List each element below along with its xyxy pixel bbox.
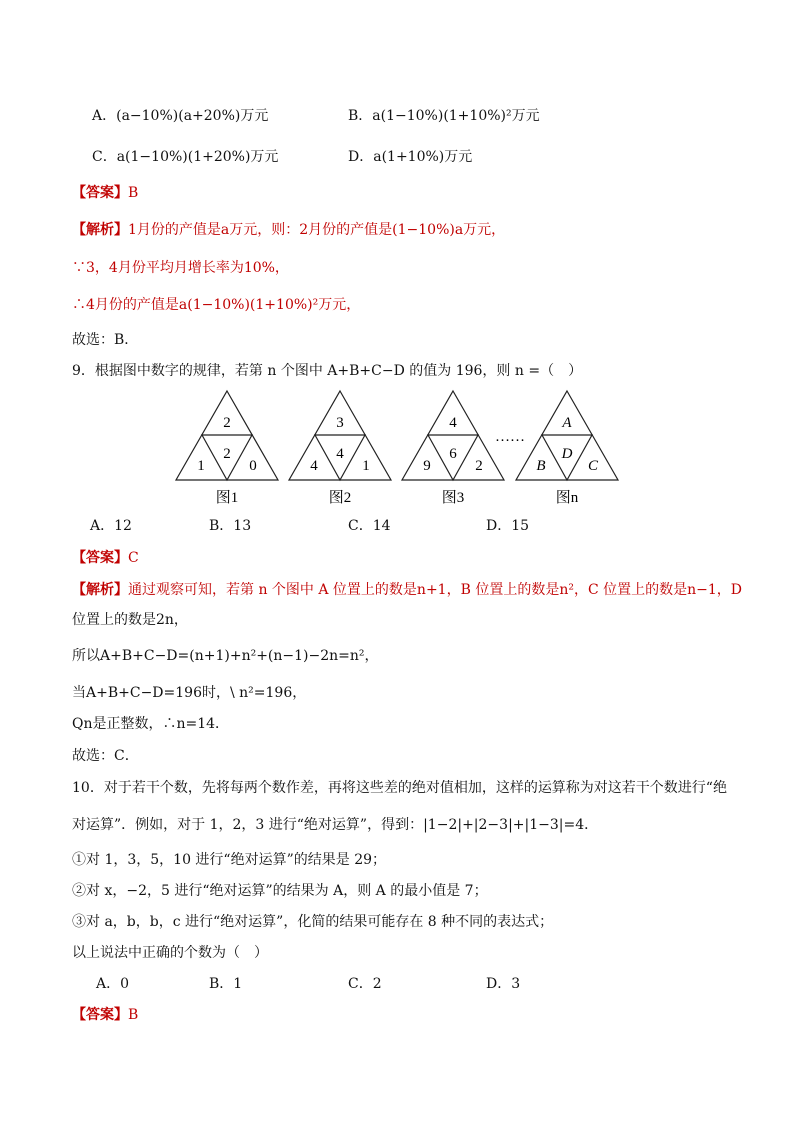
fign-left: B [536,458,546,474]
fig2-right: 1 [362,458,370,474]
q9-figure-group [0,385,794,510]
answer-value: B [128,1007,139,1023]
q10-statement-2: ②对 x，−2，5 进行“绝对运算”的结果为 A，则 A 的最小值是 7； [72,883,488,899]
fig-ellipsis: …… [495,429,525,445]
q9-choose: 故选：C． [72,748,139,764]
fig2-center: 4 [336,446,344,462]
fign-center: D [561,446,573,462]
q10-option-c: C．2 [348,976,382,992]
fig3-left: 9 [423,458,431,474]
answer-value: C [128,550,139,566]
q8-answer-line [72,183,138,203]
q9-analysis-4: 当A+B+C−D=196时，\ n²=196， [72,685,307,701]
q10-option-b: B．1 [209,976,243,992]
answer-value: B [128,185,139,201]
q8-option-c: C．a(1−10%)(1+20%)万元 [92,149,279,165]
answer-tag: 【答案】 [72,185,128,201]
q9-option-b: B．13 [209,518,252,534]
fig3-top: 4 [449,415,457,431]
fig1-center: 2 [223,446,231,462]
analysis-text: 1月份的产值是a万元，则：2月份的产值是(1−10%)a万元， [128,222,506,238]
q10-prompt: 以上说法中正确的个数为（ ） [72,945,268,961]
q8-option-b: B．a(1−10%)(1+10%)²万元 [348,108,540,124]
fig3-caption: 图3 [441,490,465,506]
fig3-center: 6 [449,446,457,462]
fig1-top: 2 [223,415,231,431]
q9-analysis-3: 所以A+B+C−D=(n+1)+n²+(n−1)−2n=n²， [72,648,379,664]
fig1-right: 0 [249,458,257,474]
fign-caption: 图n [555,490,579,506]
fig2-caption: 图2 [328,490,352,506]
q8-choose: 故选：B． [72,332,139,348]
q10-option-d: D．3 [486,976,521,992]
analysis-text: 通过观察可知，若第 n 个图中 A 位置上的数是n+1，B 位置上的数是n²，C 位置上的数是n−1，D [128,582,742,598]
fig3-right: 2 [475,458,483,474]
q10-answer-line [72,1005,138,1025]
q9-question: 9．根据图中数字的规律，若第 n 个图中 A+B+C−D 的值为 196，则 n =（ ） [72,363,583,379]
analysis-tag: 【解析】 [72,222,128,238]
q9-answer-line [72,548,139,568]
q10-statement-3: ③对 a，b，b，c 进行“绝对运算”，化简的结果可能存在 8 种不同的表达式； [72,914,554,930]
fig1-caption: 图1 [215,490,239,506]
fig2-left: 4 [310,458,318,474]
q9-analysis-2: 位置上的数是2n， [72,612,188,628]
q8-option-a: A．(a−10%)(a+20%)万元 [92,108,269,124]
q8-analysis-2: ∵3，4月份平均月增长率为10%， [72,260,289,276]
q10-statement-1: ①对 1，3，5，10 进行“绝对运算”的结果是 29； [72,852,387,868]
q9-analysis-5: Qn是正整数，∴n=14． [72,716,230,732]
q9-option-d: D．15 [486,518,530,534]
fign-top: A [562,415,572,431]
q10-option-a: A．0 [96,976,130,992]
q9-analysis-1 [72,580,742,600]
answer-tag: 【答案】 [72,550,128,566]
q8-analysis-3: ∴4月份的产值是a(1−10%)(1+10%)²万元， [72,297,361,313]
q9-option-a: A．12 [90,518,132,534]
q9-option-c: C．14 [348,518,391,534]
q8-option-d: D．a(1+10%)万元 [348,149,473,165]
fign-right: C [587,458,599,474]
q10-question-1: 10．对于若干个数，先将每两个数作差，再将这些差的绝对值相加，这样的运算称为对这若干个数进行“绝 [72,780,727,796]
answer-tag: 【答案】 [72,1007,128,1023]
fig2-top: 3 [336,415,344,431]
analysis-tag: 【解析】 [72,582,128,598]
q10-question-2: 对运算”．例如，对于 1，2，3 进行“绝对运算”，得到：|1−2|+|2−3|+|1−3|=4． [72,817,599,833]
fig1-left: 1 [197,458,205,474]
q8-analysis-1 [72,220,505,240]
